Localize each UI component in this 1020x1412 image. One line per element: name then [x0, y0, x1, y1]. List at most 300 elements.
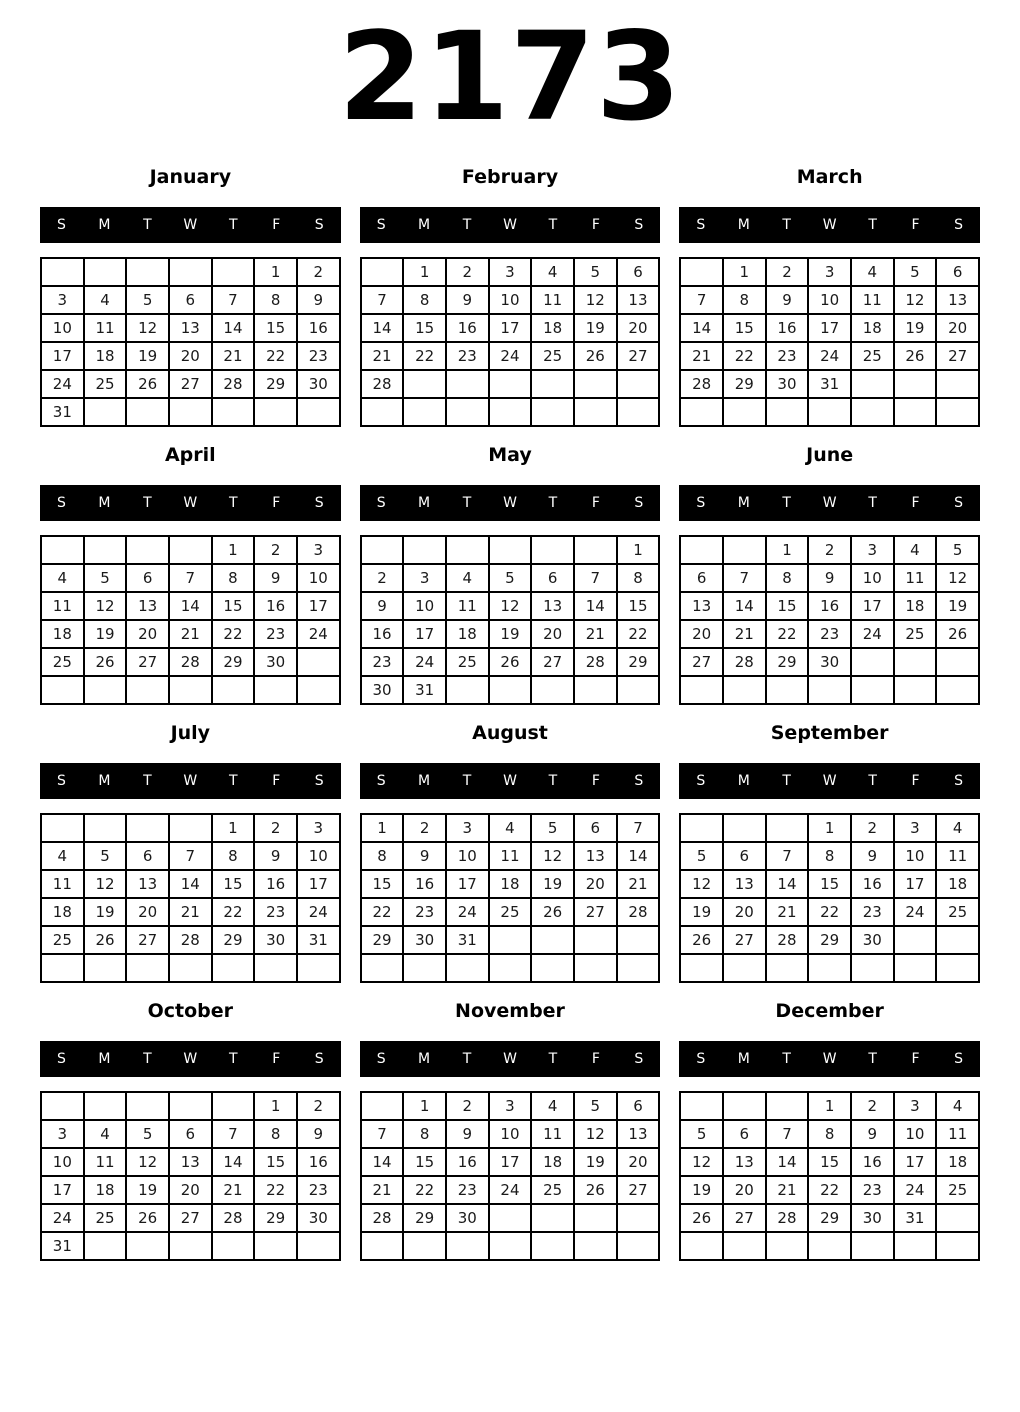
day-cell: 16 [297, 314, 340, 342]
weekday-label: M [98, 495, 111, 511]
day-cell: 18 [851, 314, 894, 342]
weekday-label: F [911, 495, 920, 511]
day-cell: 18 [936, 870, 979, 898]
empty-cell [894, 648, 937, 676]
week-row [361, 648, 660, 676]
day-cell: 16 [766, 314, 809, 342]
day-cell: 28 [617, 898, 660, 926]
day-cell: 5 [84, 564, 127, 592]
day-cell: 8 [403, 286, 446, 314]
day-cell: 28 [169, 926, 212, 954]
empty-cell [212, 398, 255, 426]
empty-cell [766, 1232, 809, 1260]
day-cell: 10 [489, 286, 532, 314]
empty-cell [403, 398, 446, 426]
month-title: December [775, 1000, 884, 1022]
week-row [41, 814, 340, 842]
day-cell: 18 [84, 342, 127, 370]
empty-cell [126, 1232, 169, 1260]
day-cell: 31 [894, 1204, 937, 1232]
day-cell: 6 [169, 286, 212, 314]
day-cell: 9 [766, 286, 809, 314]
month-march [679, 165, 980, 427]
day-cell: 24 [446, 898, 489, 926]
day-cell: 7 [169, 842, 212, 870]
day-cell: 10 [403, 592, 446, 620]
week-row [680, 870, 979, 898]
day-cell: 10 [297, 842, 340, 870]
day-cell: 1 [212, 536, 255, 564]
day-cell: 2 [766, 258, 809, 286]
day-cell: 29 [766, 648, 809, 676]
day-cell: 7 [212, 286, 255, 314]
day-cell: 22 [808, 898, 851, 926]
day-cell: 4 [936, 814, 979, 842]
week-row [41, 620, 340, 648]
day-cell: 9 [808, 564, 851, 592]
day-cell: 20 [126, 898, 169, 926]
day-cell: 11 [531, 1120, 574, 1148]
day-cell: 19 [126, 1176, 169, 1204]
week-row [41, 954, 340, 982]
day-cell: 4 [894, 536, 937, 564]
day-cell: 20 [680, 620, 723, 648]
weekday-label: T [228, 495, 238, 511]
day-cell: 23 [446, 342, 489, 370]
empty-cell [446, 1232, 489, 1260]
week-row [361, 1120, 660, 1148]
weekday-label: T [548, 217, 558, 233]
empty-cell [41, 676, 84, 704]
week-row [680, 1120, 979, 1148]
weekday-label: F [911, 773, 920, 789]
empty-cell [254, 676, 297, 704]
empty-cell [169, 676, 212, 704]
empty-cell [574, 926, 617, 954]
weekday-label: T [548, 1051, 558, 1067]
empty-cell [403, 536, 446, 564]
empty-cell [41, 814, 84, 842]
month-june [679, 443, 980, 705]
empty-cell [446, 398, 489, 426]
month-title: November [455, 1000, 565, 1022]
day-cell: 7 [361, 1120, 404, 1148]
day-cell: 6 [680, 564, 723, 592]
day-cell: 6 [126, 842, 169, 870]
day-grid [679, 257, 980, 427]
day-cell: 5 [680, 842, 723, 870]
weekday-label: T [782, 1051, 791, 1067]
day-cell: 25 [936, 1176, 979, 1204]
day-cell: 13 [126, 870, 169, 898]
day-cell: 30 [766, 370, 809, 398]
day-cell: 20 [531, 620, 574, 648]
empty-cell [936, 648, 979, 676]
day-cell: 31 [41, 1232, 84, 1260]
empty-cell [41, 954, 84, 982]
day-cell: 21 [723, 620, 766, 648]
day-cell: 28 [169, 648, 212, 676]
month-january [40, 165, 341, 427]
day-cell: 24 [851, 620, 894, 648]
empty-cell [574, 954, 617, 982]
day-cell: 28 [361, 1204, 404, 1232]
day-cell: 30 [403, 926, 446, 954]
day-cell: 16 [403, 870, 446, 898]
day-cell: 17 [41, 1176, 84, 1204]
week-row [680, 898, 979, 926]
empty-cell [894, 676, 937, 704]
empty-cell [723, 398, 766, 426]
day-cell: 12 [680, 870, 723, 898]
weekday-label: T [462, 773, 472, 789]
day-cell: 18 [84, 1176, 127, 1204]
day-cell: 3 [403, 564, 446, 592]
empty-cell [617, 370, 660, 398]
empty-cell [169, 814, 212, 842]
week-row [41, 1176, 340, 1204]
empty-cell [894, 1232, 937, 1260]
day-cell: 27 [126, 926, 169, 954]
day-cell: 2 [446, 1092, 489, 1120]
day-cell: 20 [169, 1176, 212, 1204]
day-cell: 9 [297, 1120, 340, 1148]
month-title: April [164, 444, 216, 466]
day-cell: 7 [361, 286, 404, 314]
empty-cell [126, 1092, 169, 1120]
day-cell: 26 [936, 620, 979, 648]
empty-cell [169, 954, 212, 982]
empty-cell [126, 954, 169, 982]
week-row [361, 676, 660, 704]
day-cell: 15 [723, 314, 766, 342]
day-cell: 31 [403, 676, 446, 704]
empty-cell [936, 370, 979, 398]
day-cell: 5 [574, 1092, 617, 1120]
day-cell: 3 [808, 258, 851, 286]
day-cell: 24 [41, 1204, 84, 1232]
day-cell: 27 [126, 648, 169, 676]
day-cell: 1 [808, 1092, 851, 1120]
weekday-label: S [954, 495, 963, 511]
empty-cell [723, 954, 766, 982]
empty-cell [403, 1232, 446, 1260]
day-cell: 18 [531, 314, 574, 342]
day-cell: 6 [723, 842, 766, 870]
week-row [361, 1232, 660, 1260]
day-cell: 16 [254, 592, 297, 620]
empty-cell [169, 258, 212, 286]
weekday-label: T [143, 773, 152, 789]
day-cell: 10 [297, 564, 340, 592]
day-cell: 6 [126, 564, 169, 592]
empty-cell [361, 536, 404, 564]
day-cell: 3 [489, 1092, 532, 1120]
day-cell: 24 [41, 370, 84, 398]
day-cell: 14 [169, 870, 212, 898]
empty-cell [766, 814, 809, 842]
day-cell: 8 [212, 842, 255, 870]
day-cell: 1 [403, 1092, 446, 1120]
month-february [360, 165, 661, 427]
week-row [361, 342, 660, 370]
day-cell: 12 [489, 592, 532, 620]
empty-cell [297, 398, 340, 426]
weekday-header-row [679, 207, 980, 243]
empty-cell [84, 1232, 127, 1260]
day-cell: 2 [297, 1092, 340, 1120]
weekday-label: T [462, 1051, 472, 1067]
day-cell: 25 [531, 1176, 574, 1204]
empty-cell [84, 1092, 127, 1120]
day-cell: 9 [297, 286, 340, 314]
day-cell: 21 [617, 870, 660, 898]
weekday-label: S [376, 495, 386, 511]
day-cell: 5 [126, 1120, 169, 1148]
day-cell: 23 [808, 620, 851, 648]
weekday-label: F [272, 1051, 281, 1067]
week-row [41, 842, 340, 870]
day-cell: 12 [574, 1120, 617, 1148]
day-cell: 25 [41, 648, 84, 676]
weekday-label: W [183, 1051, 198, 1067]
weekday-label: F [272, 773, 281, 789]
day-cell: 27 [169, 370, 212, 398]
day-cell: 29 [212, 648, 255, 676]
day-cell: 18 [446, 620, 489, 648]
weekday-label: M [98, 1051, 111, 1067]
day-cell: 16 [851, 1148, 894, 1176]
weekday-label: T [868, 1051, 877, 1067]
day-cell: 14 [766, 1148, 809, 1176]
empty-cell [446, 954, 489, 982]
weekday-label: W [822, 495, 837, 511]
day-cell: 21 [680, 342, 723, 370]
day-cell: 2 [403, 814, 446, 842]
weekday-label: S [57, 773, 66, 789]
month-title: January [149, 166, 232, 188]
day-cell: 26 [574, 1176, 617, 1204]
week-row [361, 898, 660, 926]
empty-cell [297, 1232, 340, 1260]
day-cell: 29 [808, 1204, 851, 1232]
empty-cell [851, 370, 894, 398]
day-cell: 27 [723, 926, 766, 954]
day-cell: 23 [766, 342, 809, 370]
day-cell: 16 [297, 1148, 340, 1176]
week-row [680, 258, 979, 286]
day-cell: 25 [894, 620, 937, 648]
week-row [41, 676, 340, 704]
weekday-label: T [143, 217, 152, 233]
day-cell: 9 [361, 592, 404, 620]
day-cell: 25 [489, 898, 532, 926]
weekday-label: F [591, 773, 600, 789]
day-cell: 16 [361, 620, 404, 648]
day-cell: 29 [403, 1204, 446, 1232]
day-cell: 27 [723, 1204, 766, 1232]
day-cell: 11 [84, 314, 127, 342]
day-cell: 22 [723, 342, 766, 370]
day-cell: 14 [361, 1148, 404, 1176]
day-cell: 17 [489, 1148, 532, 1176]
day-cell: 22 [212, 898, 255, 926]
empty-cell [169, 536, 212, 564]
day-cell: 3 [894, 1092, 937, 1120]
day-cell: 30 [254, 926, 297, 954]
weekday-label: S [634, 773, 644, 789]
week-row [41, 870, 340, 898]
weekday-label: T [228, 217, 238, 233]
day-cell: 19 [680, 1176, 723, 1204]
weekday-label: S [376, 773, 386, 789]
day-cell: 29 [617, 648, 660, 676]
day-cell: 8 [254, 1120, 297, 1148]
day-cell: 18 [489, 870, 532, 898]
weekday-label: F [272, 495, 281, 511]
day-cell: 15 [361, 870, 404, 898]
day-cell: 19 [84, 620, 127, 648]
empty-cell [361, 1092, 404, 1120]
empty-cell [489, 1232, 532, 1260]
empty-cell [212, 258, 255, 286]
month-may [360, 443, 661, 705]
day-cell: 9 [446, 286, 489, 314]
day-cell: 3 [894, 814, 937, 842]
day-grid [360, 1091, 661, 1261]
day-cell: 9 [851, 1120, 894, 1148]
empty-cell [808, 676, 851, 704]
weekday-label: F [272, 217, 281, 233]
empty-cell [126, 536, 169, 564]
day-cell: 10 [489, 1120, 532, 1148]
day-cell: 21 [574, 620, 617, 648]
day-cell: 16 [446, 314, 489, 342]
day-cell: 20 [617, 1148, 660, 1176]
empty-cell [680, 814, 723, 842]
empty-cell [531, 536, 574, 564]
week-row [361, 954, 660, 982]
day-cell: 22 [254, 342, 297, 370]
weekday-label: M [98, 773, 111, 789]
day-cell: 7 [766, 1120, 809, 1148]
weekday-label: W [503, 1051, 517, 1067]
month-august [360, 721, 661, 983]
day-cell: 23 [297, 342, 340, 370]
empty-cell [531, 1204, 574, 1232]
day-cell: 15 [212, 592, 255, 620]
day-cell: 30 [361, 676, 404, 704]
day-cell: 30 [851, 1204, 894, 1232]
empty-cell [489, 926, 532, 954]
day-cell: 22 [403, 1176, 446, 1204]
day-cell: 2 [297, 258, 340, 286]
day-cell: 7 [680, 286, 723, 314]
day-cell: 15 [808, 870, 851, 898]
empty-cell [680, 676, 723, 704]
day-cell: 21 [212, 1176, 255, 1204]
day-cell: 23 [361, 648, 404, 676]
day-cell: 11 [851, 286, 894, 314]
weekday-label: T [782, 773, 791, 789]
day-cell: 19 [894, 314, 937, 342]
empty-cell [169, 1092, 212, 1120]
day-cell: 15 [766, 592, 809, 620]
day-cell: 15 [403, 1148, 446, 1176]
day-cell: 2 [808, 536, 851, 564]
day-cell: 4 [446, 564, 489, 592]
day-cell: 8 [254, 286, 297, 314]
day-cell: 20 [574, 870, 617, 898]
day-cell: 6 [617, 258, 660, 286]
weekday-label: F [591, 217, 600, 233]
month-october [40, 999, 341, 1261]
day-cell: 20 [169, 342, 212, 370]
empty-cell [531, 676, 574, 704]
day-cell: 15 [254, 1148, 297, 1176]
day-cell: 5 [126, 286, 169, 314]
weekday-label: W [183, 217, 198, 233]
day-cell: 20 [936, 314, 979, 342]
weekday-label: T [143, 495, 152, 511]
day-cell: 27 [617, 1176, 660, 1204]
empty-cell [403, 954, 446, 982]
weekday-label: S [314, 217, 324, 233]
day-cell: 5 [531, 814, 574, 842]
day-cell: 9 [851, 842, 894, 870]
weekday-label: T [868, 773, 877, 789]
week-row [680, 926, 979, 954]
day-cell: 15 [254, 314, 297, 342]
day-cell: 7 [766, 842, 809, 870]
day-cell: 3 [489, 258, 532, 286]
week-row [41, 1232, 340, 1260]
day-cell: 2 [851, 1092, 894, 1120]
day-cell: 19 [126, 342, 169, 370]
day-cell: 4 [531, 1092, 574, 1120]
weekday-header-row [679, 763, 980, 799]
day-cell: 26 [574, 342, 617, 370]
day-cell: 17 [297, 870, 340, 898]
day-cell: 14 [212, 1148, 255, 1176]
weekday-label: F [911, 217, 920, 233]
month-title: July [170, 722, 211, 744]
day-cell: 31 [446, 926, 489, 954]
weekday-label: M [737, 217, 750, 233]
day-cell: 30 [808, 648, 851, 676]
day-cell: 12 [574, 286, 617, 314]
day-cell: 22 [361, 898, 404, 926]
weekday-label: S [314, 1051, 324, 1067]
empty-cell [531, 926, 574, 954]
day-cell: 3 [41, 286, 84, 314]
day-cell: 7 [574, 564, 617, 592]
day-cell: 26 [680, 1204, 723, 1232]
empty-cell [126, 398, 169, 426]
week-row [680, 814, 979, 842]
weekday-label: T [782, 495, 791, 511]
day-cell: 19 [574, 1148, 617, 1176]
weekday-label: S [696, 495, 706, 511]
empty-cell [894, 954, 937, 982]
empty-cell [680, 1232, 723, 1260]
day-cell: 15 [617, 592, 660, 620]
day-cell: 21 [766, 1176, 809, 1204]
week-row [361, 870, 660, 898]
day-cell: 19 [574, 314, 617, 342]
day-cell: 31 [808, 370, 851, 398]
week-row [680, 1148, 979, 1176]
